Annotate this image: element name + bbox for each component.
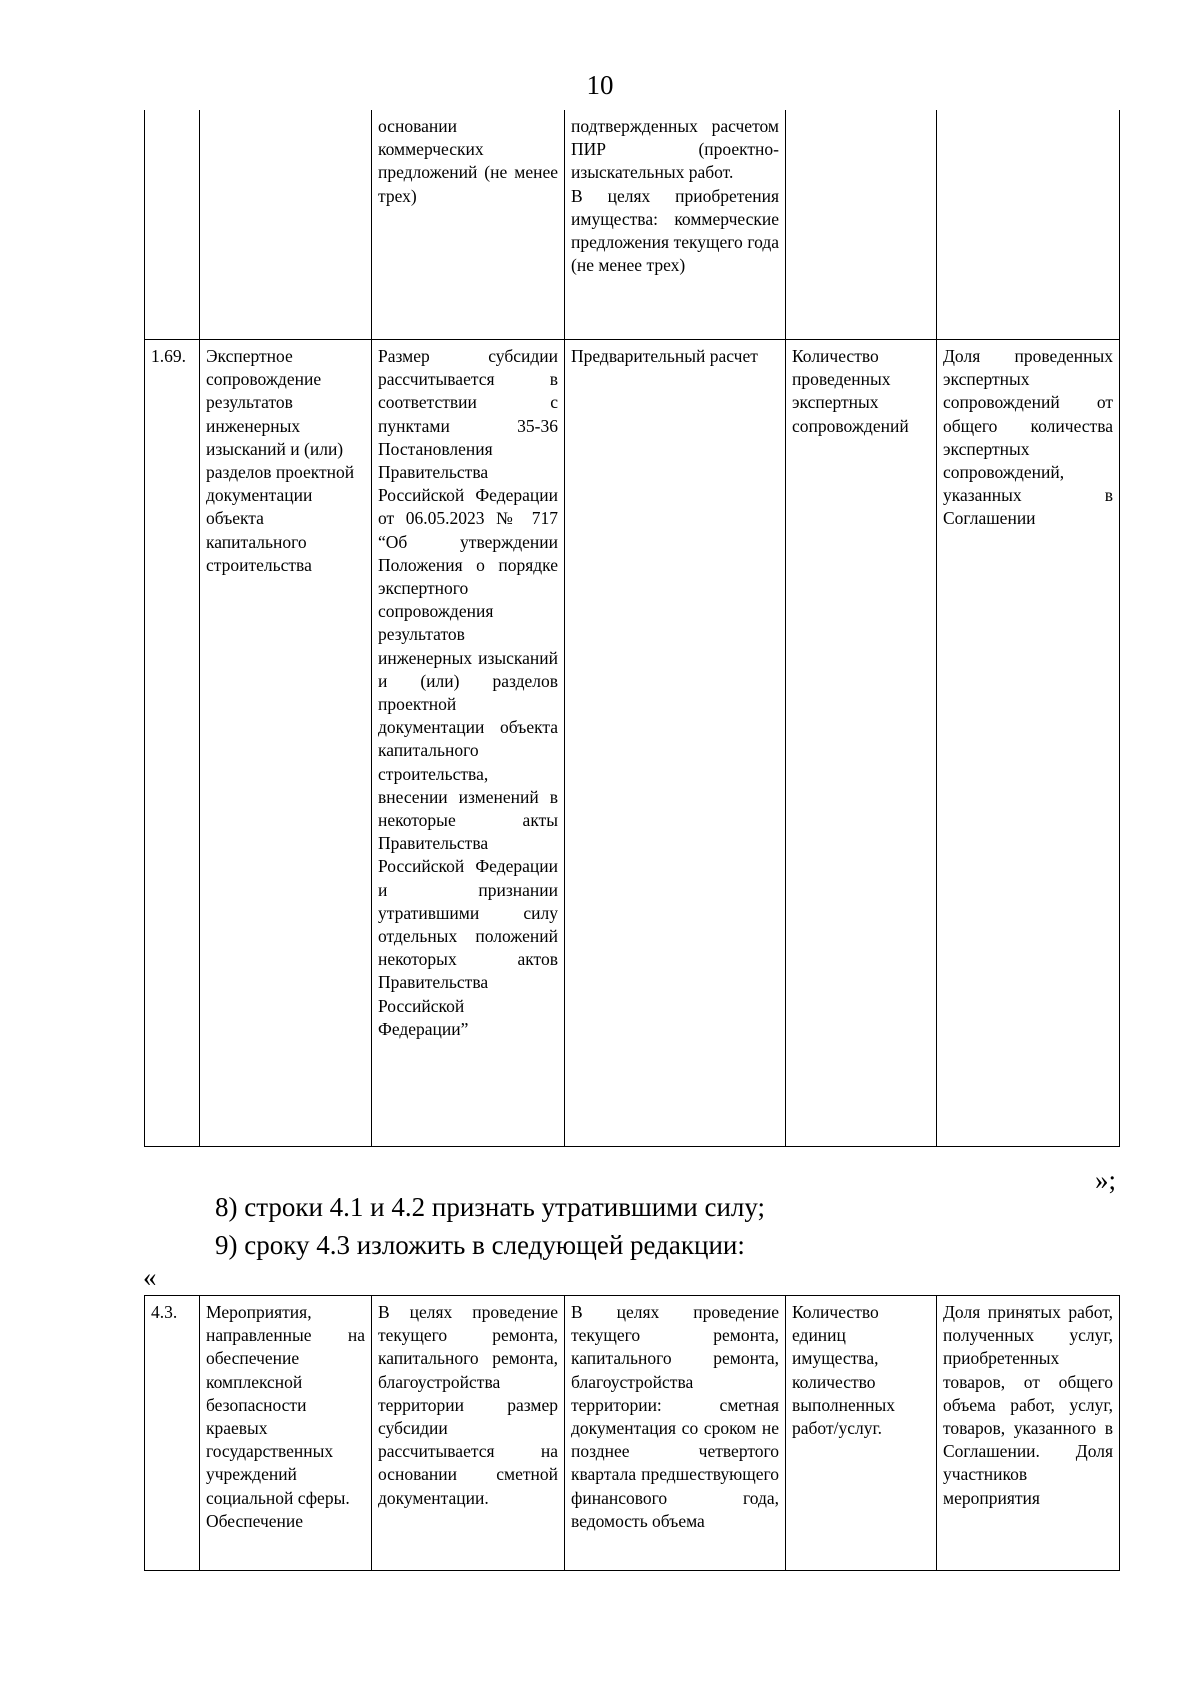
measures-table-new-row: [144, 1295, 1120, 1571]
cell-indicator: [786, 110, 937, 340]
cell-calculation-method: Размер субсидии рассчитывается в соответствии с пунктами 35-36 Постановления Правительства Российской Федерации от 06.05.2023 № 717 “Об утверждении Положения о порядке экспертного сопровождения результатов инженерных изысканий и (или) разделов проектной документации объекта капитального строительства, внесении изменений в некоторые акты Правительства Российской Федерации и признании утратившими силу отдельных положений некоторых актов Правительства Российской Федерации”: [372, 340, 565, 1147]
cell-documents: [565, 110, 786, 340]
closing-quote: »;: [1095, 1165, 1117, 1195]
cell-result: Доля проведенных экспертных сопровождений от общего количества экспертных сопровождений, указанных в Соглашении: [937, 340, 1120, 1147]
instruction-9: 9) сроку 4.3 изложить в следующей редакции:: [215, 1230, 745, 1260]
cell-number: 4.3.: [145, 1296, 200, 1571]
cell-number: 1.69.: [145, 340, 200, 1147]
instruction-8: 8) строки 4.1 и 4.2 признать утратившими силу;: [215, 1192, 766, 1222]
cell-calculation-method: В целях проведение текущего ремонта, капитального ремонта, благоустройства территории размер субсидии рассчитывается на основании сметной документации.: [372, 1296, 565, 1571]
documents-text-b: В целях приобретения имущества: коммерческие предложения текущего года (не менее трех): [571, 185, 779, 276]
cell-result: Доля принятых работ, полученных услуг, приобретенных товаров, от общего объема работ, услуг, товаров, указанного в Соглашении. Доля участников мероприятия: [937, 1296, 1120, 1571]
cell-documents: Предварительный расчет: [565, 340, 786, 1147]
cell-calculation-method: основании коммерческих предложений (не менее трех): [372, 110, 565, 340]
table-row: [145, 110, 1120, 340]
cell-documents: В целях проведение текущего ремонта, капитального ремонта, благоустройства территории: сметная документация со сроком не позднее четвертого квартала предшествующего финансового года, ведомость объема: [565, 1296, 786, 1571]
page-number: 10: [586, 70, 614, 100]
name-text-continued: Обеспечение: [206, 1510, 304, 1531]
measures-table-continued: [144, 110, 1120, 1147]
table-row: [145, 1296, 1120, 1571]
cell-name: [200, 110, 372, 340]
cell-name: [200, 1296, 372, 1571]
opening-quote: «: [143, 1262, 157, 1292]
cell-number: [145, 110, 200, 340]
table-row: [145, 340, 1120, 1147]
name-text: Мероприятия, направленные на обеспечение комплексной безопасности краевых государственных учреждений социальной сферы.: [206, 1302, 365, 1508]
documents-text-a: подтвержденных расчетом ПИР (проектно-изыскательных работ.: [571, 116, 779, 183]
cell-indicator: Количество проведенных экспертных сопровождений: [786, 340, 937, 1147]
cell-result: [937, 110, 1120, 340]
cell-indicator: Количество единиц имущества, количество выполненных работ/услуг.: [786, 1296, 937, 1571]
cell-name: Экспертное сопровождение результатов инженерных изысканий и (или) разделов проектной документации объекта капитального строительства: [200, 340, 372, 1147]
